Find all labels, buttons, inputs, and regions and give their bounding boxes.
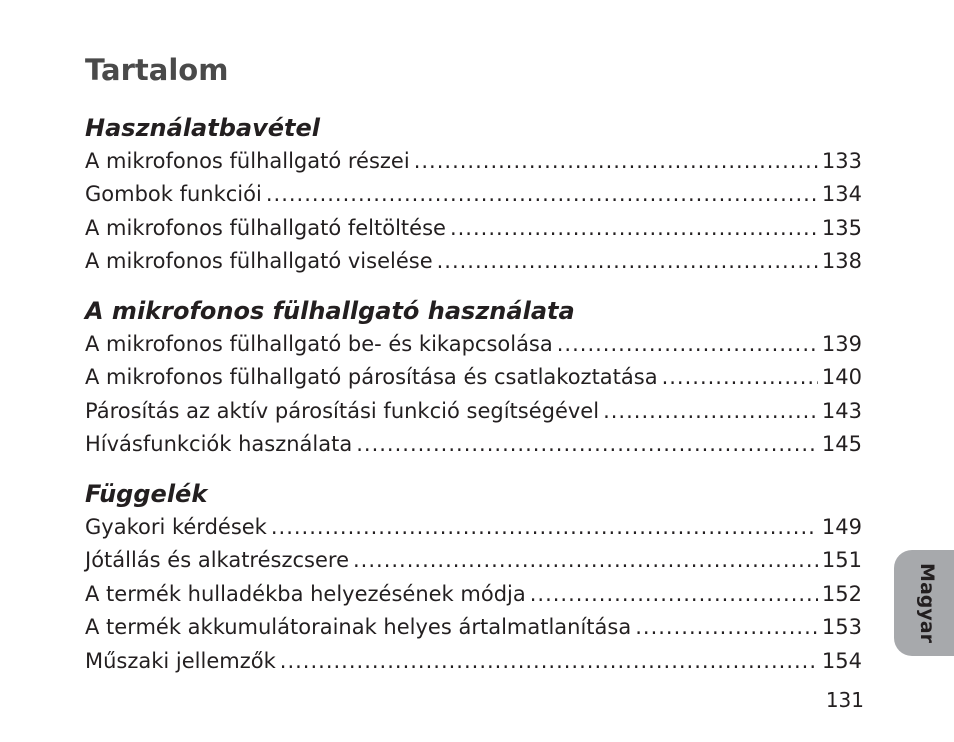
toc-entry[interactable] (85, 245, 862, 278)
toc-entry-page: 149 (821, 515, 862, 539)
dot-leader (603, 395, 818, 428)
toc-entry-label: A mikrofonos fülhallgató feltöltése (85, 215, 446, 240)
toc-entry-page: 139 (821, 332, 862, 356)
toc-entry[interactable] (85, 395, 862, 428)
toc-entry[interactable] (85, 645, 862, 678)
dot-leader (414, 145, 818, 178)
toc-entry[interactable] (85, 212, 862, 245)
toc-entry-page: 135 (821, 215, 862, 240)
toc-entry-page: 145 (821, 432, 862, 457)
toc-section-hasznalatbavetel (85, 111, 862, 279)
toc-entry-page: 154 (821, 648, 862, 673)
toc-entry-page: 152 (821, 581, 862, 606)
toc-entry-label: Gyakori kérdések (85, 515, 267, 539)
toc-entry[interactable] (85, 361, 862, 394)
toc-entry[interactable] (85, 145, 862, 178)
language-tab-label: Magyar (916, 563, 938, 643)
dot-leader (450, 212, 818, 245)
toc-entry-page: 134 (821, 182, 862, 207)
toc-entry[interactable] (85, 428, 862, 461)
toc-entry-label: A termék akkumulátorainak helyes ártalmatlanítása (85, 615, 632, 640)
page-number: 131 (825, 688, 864, 712)
toc-entry-label: A mikrofonos fülhallgató párosítása és csatlakoztatása (85, 365, 658, 390)
toc-entry-page: 153 (821, 615, 862, 640)
dot-leader (557, 328, 818, 361)
toc-entry-page: 140 (821, 365, 862, 390)
toc-section-hasznalata (85, 294, 862, 462)
section-heading: Függelék (85, 480, 208, 508)
toc-entry-label: Gombok funkciói (85, 182, 262, 207)
dot-leader (437, 245, 818, 278)
toc-entry[interactable] (85, 578, 862, 611)
toc-section-fuggelek (85, 477, 862, 678)
dot-leader (280, 645, 818, 678)
dot-leader (530, 578, 818, 611)
dot-leader (662, 361, 818, 394)
toc-entry-page: 143 (821, 398, 862, 423)
dot-leader (353, 544, 818, 577)
toc-entry-label: A mikrofonos fülhallgató részei (85, 149, 410, 173)
dot-leader (635, 611, 818, 644)
dot-leader (356, 428, 818, 461)
toc-entry-label: A mikrofonos fülhallgató viselése (85, 249, 433, 274)
section-heading: Használatbavétel (85, 114, 320, 142)
toc-entry-label: Hívásfunkciók használata (85, 432, 353, 457)
dot-leader (266, 178, 818, 211)
toc-entry[interactable] (85, 328, 862, 361)
toc-entry-label: Párosítás az aktív párosítási funkció segítségével (85, 398, 600, 423)
toc-entry-label: Jótállás és alkatrészcsere (85, 548, 349, 573)
toc-entry-label: A termék hulladékba helyezésének módja (85, 581, 526, 606)
page-title: Tartalom (85, 53, 229, 87)
toc-entry-page: 151 (821, 548, 862, 573)
toc-entry-page: 133 (821, 149, 862, 173)
language-tab (894, 550, 954, 656)
toc-entry[interactable] (85, 511, 862, 544)
dot-leader (271, 511, 818, 544)
toc-entry-label: Műszaki jellemzők (85, 648, 276, 673)
toc-entry-page: 138 (821, 249, 862, 274)
toc-entry[interactable] (85, 611, 862, 644)
toc-entry-label: A mikrofonos fülhallgató be- és kikapcsolása (85, 332, 553, 356)
toc-entry[interactable] (85, 178, 862, 211)
toc-entry[interactable] (85, 544, 862, 577)
section-heading: A mikrofonos fülhallgató használata (85, 297, 575, 325)
